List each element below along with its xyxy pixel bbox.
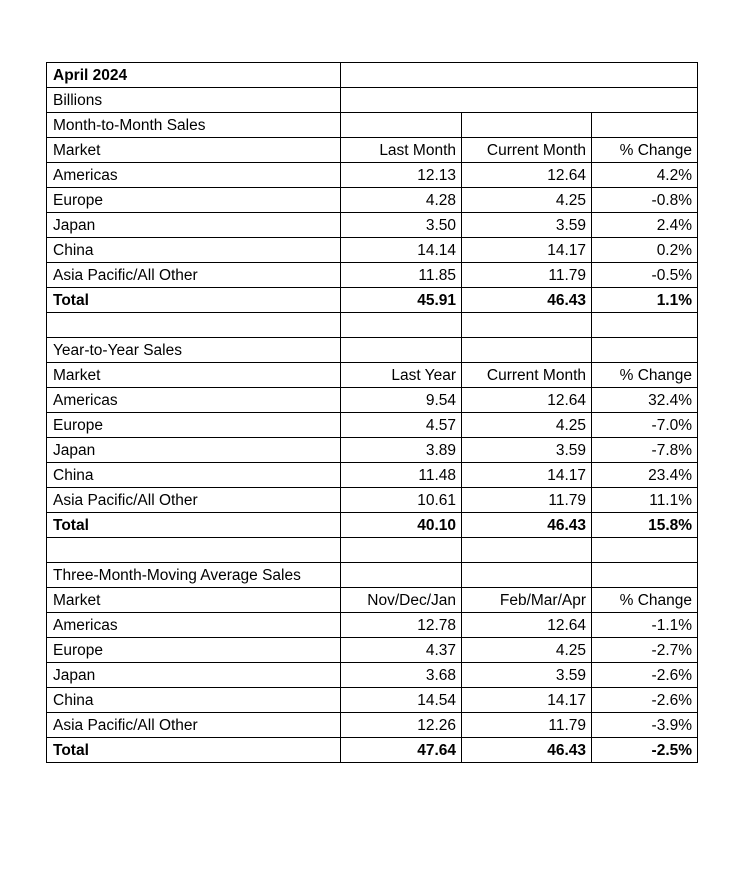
- blank-cell: [47, 313, 341, 338]
- value-cell: 14.17: [462, 238, 592, 263]
- market-name: Japan: [47, 213, 341, 238]
- total-label: Total: [47, 513, 341, 538]
- value-cell: 10.61: [341, 488, 462, 513]
- table-row: [47, 388, 698, 413]
- total-value: 47.64: [341, 738, 462, 763]
- header-row: [47, 363, 698, 388]
- section-title: Three-Month-Moving Average Sales: [47, 563, 341, 588]
- value-cell: 2.4%: [592, 213, 698, 238]
- section-title: Year-to-Year Sales: [47, 338, 341, 363]
- value-cell: 4.2%: [592, 163, 698, 188]
- total-value: 40.10: [341, 513, 462, 538]
- blank-cell: [592, 338, 698, 363]
- market-name: Japan: [47, 663, 341, 688]
- table-row: [47, 613, 698, 638]
- blank-cell: [341, 538, 462, 563]
- blank-cell: [341, 338, 462, 363]
- blank-cell: [462, 313, 592, 338]
- table-row: [47, 213, 698, 238]
- value-cell: 14.17: [462, 463, 592, 488]
- value-cell: 4.25: [462, 638, 592, 663]
- value-cell: -3.9%: [592, 713, 698, 738]
- blank-cell: [462, 113, 592, 138]
- total-row: [47, 738, 698, 763]
- value-cell: 32.4%: [592, 388, 698, 413]
- value-cell: 3.50: [341, 213, 462, 238]
- market-name: Americas: [47, 613, 341, 638]
- blank-cell: [462, 338, 592, 363]
- column-header: % Change: [592, 588, 698, 613]
- column-header: Current Month: [462, 138, 592, 163]
- table-row: [47, 688, 698, 713]
- value-cell: 12.78: [341, 613, 462, 638]
- market-name: China: [47, 238, 341, 263]
- column-header: % Change: [592, 363, 698, 388]
- blank-cell: [592, 538, 698, 563]
- value-cell: 4.57: [341, 413, 462, 438]
- value-cell: -7.0%: [592, 413, 698, 438]
- table-row: [47, 163, 698, 188]
- table-row: [47, 488, 698, 513]
- total-value: 46.43: [462, 738, 592, 763]
- value-cell: 9.54: [341, 388, 462, 413]
- value-cell: 11.48: [341, 463, 462, 488]
- table-body: [47, 63, 698, 763]
- value-cell: 12.13: [341, 163, 462, 188]
- value-cell: -7.8%: [592, 438, 698, 463]
- blank-cell: [341, 563, 462, 588]
- market-name: Americas: [47, 163, 341, 188]
- table-row: [47, 463, 698, 488]
- spacer-row: [47, 538, 698, 563]
- column-header: Last Month: [341, 138, 462, 163]
- value-cell: 4.25: [462, 413, 592, 438]
- value-cell: 4.28: [341, 188, 462, 213]
- units-label: Billions: [47, 88, 341, 113]
- market-name: Europe: [47, 638, 341, 663]
- sales-table: [46, 62, 698, 763]
- blank-cell: [592, 113, 698, 138]
- column-header-market: Market: [47, 588, 341, 613]
- report-title: April 2024: [47, 63, 341, 88]
- value-cell: -2.6%: [592, 663, 698, 688]
- value-cell: 11.1%: [592, 488, 698, 513]
- value-cell: 14.14: [341, 238, 462, 263]
- table-row: [47, 713, 698, 738]
- value-cell: 12.64: [462, 388, 592, 413]
- market-name: China: [47, 688, 341, 713]
- value-cell: 11.85: [341, 263, 462, 288]
- value-cell: -2.7%: [592, 638, 698, 663]
- column-header: % Change: [592, 138, 698, 163]
- table-row: [47, 263, 698, 288]
- value-cell: -2.6%: [592, 688, 698, 713]
- market-name: China: [47, 463, 341, 488]
- blank-cell: [462, 563, 592, 588]
- header-row: [47, 138, 698, 163]
- header-row: [47, 588, 698, 613]
- blank-cell: [592, 313, 698, 338]
- column-header: Last Year: [341, 363, 462, 388]
- units-row: [47, 88, 698, 113]
- section-title-row: [47, 338, 698, 363]
- market-name: Asia Pacific/All Other: [47, 263, 341, 288]
- column-header: Current Month: [462, 363, 592, 388]
- table-row: [47, 238, 698, 263]
- table-row: [47, 638, 698, 663]
- market-name: Americas: [47, 388, 341, 413]
- table-row: [47, 413, 698, 438]
- table-row: [47, 188, 698, 213]
- section-title-row: [47, 563, 698, 588]
- value-cell: 3.59: [462, 663, 592, 688]
- total-row: [47, 288, 698, 313]
- title-blank: [341, 63, 698, 88]
- spacer-row: [47, 313, 698, 338]
- section-title-row: [47, 113, 698, 138]
- units-blank: [341, 88, 698, 113]
- value-cell: 14.54: [341, 688, 462, 713]
- total-value: 45.91: [341, 288, 462, 313]
- total-value: -2.5%: [592, 738, 698, 763]
- market-name: Japan: [47, 438, 341, 463]
- total-value: 46.43: [462, 513, 592, 538]
- value-cell: -0.8%: [592, 188, 698, 213]
- market-name: Asia Pacific/All Other: [47, 713, 341, 738]
- value-cell: 11.79: [462, 488, 592, 513]
- value-cell: -0.5%: [592, 263, 698, 288]
- market-name: Asia Pacific/All Other: [47, 488, 341, 513]
- blank-cell: [47, 538, 341, 563]
- column-header: Feb/Mar/Apr: [462, 588, 592, 613]
- total-value: 46.43: [462, 288, 592, 313]
- total-value: 15.8%: [592, 513, 698, 538]
- blank-cell: [462, 538, 592, 563]
- table-row: [47, 663, 698, 688]
- value-cell: 4.25: [462, 188, 592, 213]
- column-header: Nov/Dec/Jan: [341, 588, 462, 613]
- value-cell: 12.26: [341, 713, 462, 738]
- market-name: Europe: [47, 188, 341, 213]
- value-cell: 3.68: [341, 663, 462, 688]
- blank-cell: [341, 113, 462, 138]
- total-row: [47, 513, 698, 538]
- value-cell: 12.64: [462, 613, 592, 638]
- value-cell: 23.4%: [592, 463, 698, 488]
- table-row: [47, 438, 698, 463]
- value-cell: 3.89: [341, 438, 462, 463]
- total-value: 1.1%: [592, 288, 698, 313]
- value-cell: 0.2%: [592, 238, 698, 263]
- value-cell: 14.17: [462, 688, 592, 713]
- value-cell: 3.59: [462, 213, 592, 238]
- blank-cell: [341, 313, 462, 338]
- title-row: [47, 63, 698, 88]
- value-cell: -1.1%: [592, 613, 698, 638]
- value-cell: 11.79: [462, 713, 592, 738]
- value-cell: 11.79: [462, 263, 592, 288]
- section-title: Month-to-Month Sales: [47, 113, 341, 138]
- total-label: Total: [47, 738, 341, 763]
- value-cell: 4.37: [341, 638, 462, 663]
- market-name: Europe: [47, 413, 341, 438]
- value-cell: 12.64: [462, 163, 592, 188]
- value-cell: 3.59: [462, 438, 592, 463]
- column-header-market: Market: [47, 363, 341, 388]
- total-label: Total: [47, 288, 341, 313]
- column-header-market: Market: [47, 138, 341, 163]
- blank-cell: [592, 563, 698, 588]
